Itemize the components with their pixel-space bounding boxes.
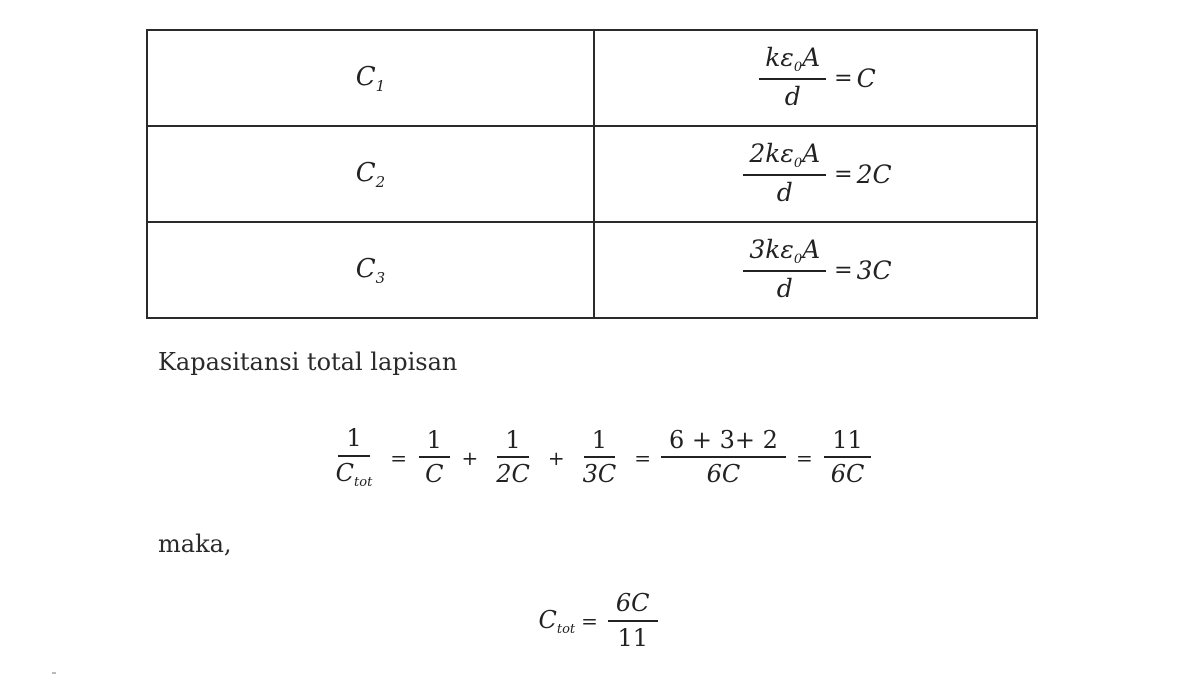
fraction-numerator: 11	[824, 427, 871, 459]
epsilon-symbol: ε	[780, 139, 794, 169]
fraction-denominator: 11	[617, 623, 648, 652]
capacitance-symbol: C	[538, 605, 557, 634]
fraction-numerator: 6 + 3+ 2	[661, 427, 786, 459]
epsilon-subscript: 0	[793, 156, 803, 172]
numerator-coefficient: 3k	[749, 235, 781, 265]
tot-subscript: tot	[354, 474, 373, 490]
table-row	[147, 30, 1037, 126]
term-fraction	[575, 427, 625, 489]
ctot-symbol	[538, 606, 575, 637]
capacitance-formula	[755, 44, 876, 112]
plus-sign: +	[461, 445, 479, 470]
fraction-numerator	[743, 236, 826, 272]
capacitor-symbol: C	[355, 253, 376, 284]
capacitor-subscript: 1	[375, 76, 386, 95]
formula-result: C	[856, 63, 876, 93]
table-row	[147, 126, 1037, 222]
result-fraction	[823, 427, 873, 489]
term-fraction	[488, 427, 538, 489]
numerator-coefficient: 2k	[749, 139, 781, 169]
capacitor-symbol: C	[355, 157, 376, 188]
capacitor-table	[146, 29, 1038, 319]
tot-subscript: tot	[556, 621, 576, 637]
formula-fraction	[743, 140, 826, 208]
epsilon-subscript: 0	[793, 60, 803, 76]
capacitance-formula-cell	[594, 222, 1037, 318]
lhs-fraction	[328, 425, 381, 491]
epsilon-symbol: ε	[780, 235, 794, 265]
equals-sign: =	[834, 161, 853, 187]
formula-fraction	[743, 236, 826, 304]
fraction-numerator: 1	[584, 427, 615, 459]
epsilon-subscript: 0	[793, 252, 803, 268]
equals-sign: =	[834, 257, 853, 283]
numerator-coefficient: k	[765, 43, 781, 73]
fraction-denominator: d	[784, 82, 801, 112]
sum-fraction	[661, 427, 786, 489]
area-symbol: A	[802, 43, 821, 73]
fraction-denominator: 6C	[830, 460, 865, 489]
fraction-denominator: 3C	[582, 460, 617, 489]
intro-paragraph: Kapasitansi total lapisan	[158, 348, 458, 376]
fraction-numerator: 1	[497, 427, 528, 459]
capacitance-formula	[739, 236, 891, 304]
fraction-denominator	[328, 457, 381, 491]
equals-sign: =	[834, 65, 853, 91]
term-fraction	[417, 427, 451, 489]
fraction-denominator: 2C	[496, 460, 530, 489]
area-symbol: A	[802, 235, 821, 265]
area-symbol: A	[802, 139, 821, 169]
capacitance-symbol: C	[335, 458, 355, 487]
capacitor-symbol: C	[355, 61, 376, 92]
result-fraction	[608, 590, 658, 652]
formula-result: 3C	[856, 255, 892, 285]
fraction-numerator: 1	[338, 425, 369, 457]
fraction-numerator: 6C	[608, 590, 658, 622]
fraction-denominator: C	[425, 460, 444, 489]
capacitor-subscript: 3	[375, 268, 386, 287]
fraction-denominator: 6C	[706, 460, 741, 489]
capacitance-formula	[739, 140, 891, 208]
page-mark	[52, 672, 56, 674]
fraction-numerator	[743, 140, 826, 176]
total-capacitance-equation	[0, 425, 1200, 491]
capacitor-label-cell	[147, 222, 594, 318]
equals-sign: =	[795, 445, 813, 470]
equals-sign: =	[581, 609, 598, 634]
equals-sign: =	[390, 445, 408, 470]
table-row	[147, 222, 1037, 318]
fraction-numerator	[759, 44, 826, 80]
capacitor-label-cell	[147, 126, 594, 222]
plus-sign: +	[547, 445, 565, 470]
equals-sign: =	[634, 445, 652, 470]
formula-fraction	[759, 44, 826, 112]
fraction-denominator: d	[776, 178, 793, 208]
capacitor-subscript: 2	[375, 172, 386, 191]
capacitance-formula-cell	[594, 126, 1037, 222]
formula-result: 2C	[856, 159, 892, 189]
capacitance-formula-cell	[594, 30, 1037, 126]
maka-paragraph: maka,	[158, 530, 232, 558]
fraction-denominator: d	[776, 274, 793, 304]
epsilon-symbol: ε	[780, 43, 794, 73]
fraction-numerator: 1	[419, 427, 450, 459]
result-equation	[0, 590, 1200, 652]
capacitor-label-cell	[147, 30, 594, 126]
